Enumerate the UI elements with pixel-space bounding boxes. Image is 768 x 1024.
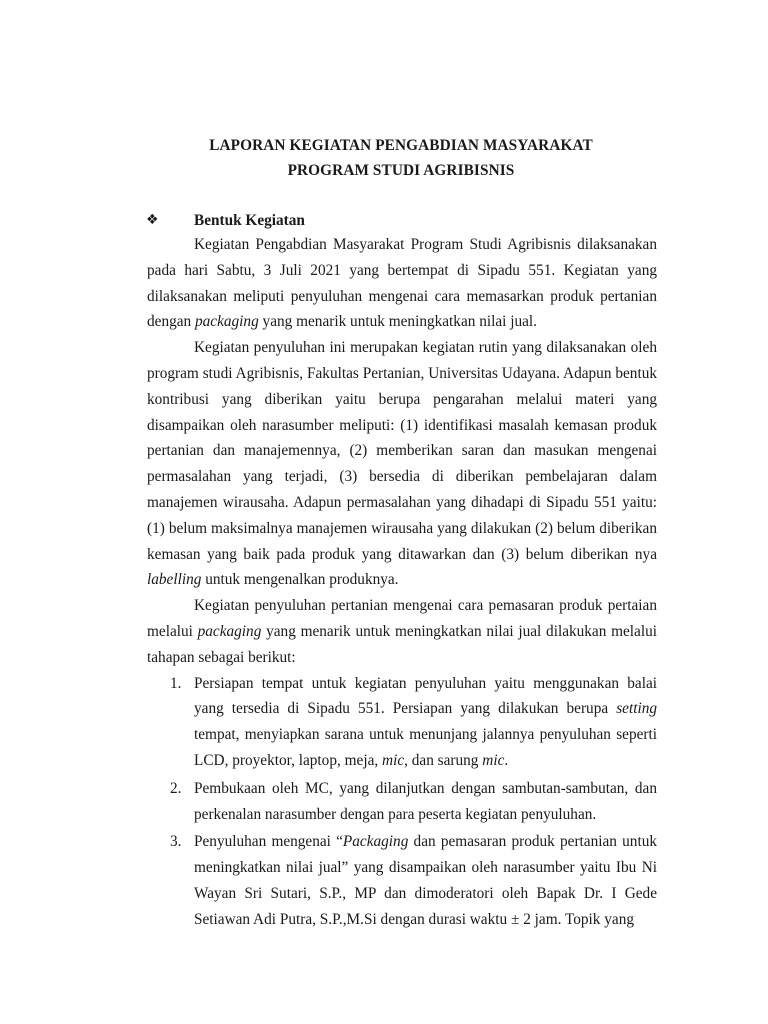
section-label: Bentuk Kegiatan [194, 212, 305, 229]
paragraph-2 [147, 335, 657, 593]
paragraph-3-italic: packaging [197, 622, 262, 640]
step-3-italic: Packaging [342, 833, 409, 851]
paragraph-2-text-a: Kegiatan penyuluhan ini merupakan kegiatan rutin yang dilaksanakan oleh program studi Agribisnis, Fakultas Pertanian, Universitas Udayana. Adapun bentuk kontribusi yang diberikan yaitu berupa pengarahan melalui materi yang disampaikan oleh narasumber meliputi: (1) identifikasi masalah kemasan produk pertanian dan manajemennya, (2) memberikan saran dan masukan mengenai permasalahan yang terjadi, (3) bersedia di diberikan pembelajaran dalam manajemen wirausaha. Adapun permasalahan yang dihadapi di Sipadu 551 yaitu: (1) belum maksimalnya manajemen wirausaha yang dilakukan (2) belum diberikan kemasan yang baik pada produk yang ditawarkan dan (3) belum diberikan nya [147, 339, 657, 563]
paragraph-2-italic: labelling [147, 571, 202, 589]
step-1-text-c: , dan sarung [404, 751, 483, 769]
diamond-bullet-icon: ❖ [146, 212, 159, 228]
paragraph-1-italic: packaging [195, 313, 259, 331]
step-1-text-b: tempat, menyiapkan sarana untuk menunjang jalannya penyuluhan seperti LCD, proyektor, laptop, meja, [194, 726, 657, 769]
paragraph-3-text-b: yang menarik untuk meningkatkan nilai jual dilakukan melalui tahapan sebagai berikut: [147, 622, 657, 666]
paragraph-3-text-a: Kegiatan penyuluhan pertanian mengenai cara pemasaran produk pertaian melalui [147, 597, 657, 640]
list-item-number: 3. [170, 833, 182, 851]
document-body [147, 232, 657, 935]
report-title-line-1: LAPORAN KEGIATAN PENGABDIAN MASYARAKAT [209, 137, 593, 154]
list-item [147, 829, 657, 932]
step-3-text-a: Penyuluhan mengenai “ [194, 833, 343, 851]
report-title-line-2: PROGRAM STUDI AGRIBISNIS [287, 162, 515, 179]
step-1-italic-1: setting [616, 700, 657, 718]
step-3-text-b: dan pemasaran produk pertanian untuk meningkatkan nilai jual” yang disampaikan oleh narasumber yaitu Ibu Ni Wayan Sri Sutari, S.P., MP dan dimoderatori oleh Bapak Dr. I Gede Setiawan Adi Putra, S.P.,M.Si dengan durasi waktu ± 2 jam. Topik yang [194, 833, 657, 928]
steps-list [147, 671, 657, 933]
list-item-number: 2. [170, 779, 182, 797]
list-item-number: 1. [170, 674, 182, 692]
step-1-italic-2: mic [382, 751, 405, 769]
step-1-text-d: . [504, 751, 509, 769]
list-item [147, 671, 657, 774]
paragraph-1 [147, 232, 657, 335]
list-item [147, 776, 657, 828]
paragraph-2-text-b: untuk mengenalkan produknya. [201, 571, 399, 589]
step-1-italic-3: mic [482, 751, 505, 769]
step-1-text-a: Persiapan tempat untuk kegiatan penyuluhan yaitu menggunakan balai yang tersedia di Sipadu 551. Persiapan yang dilakukan berupa [194, 674, 657, 718]
paragraph-3 [147, 593, 657, 670]
step-2-text: Pembukaan oleh MC, yang dilanjutkan dengan sambutan-sambutan, dan perkenalan narasumber dengan para peserta kegiatan penyuluhan. [194, 779, 657, 823]
paragraph-1-text-b: yang menarik untuk meningkatkan nilai jual. [258, 313, 537, 331]
paragraph-1-text-a: Kegiatan Pengabdian Masyarakat Program Studi Agribisnis dilaksanakan pada hari Sabtu, 3 Juli 2021 yang bertempat di Sipadu 551. Kegiatan yang dilaksanakan meliputi penyuluhan mengenai cara memasarkan produk pertanian dengan [147, 236, 657, 331]
